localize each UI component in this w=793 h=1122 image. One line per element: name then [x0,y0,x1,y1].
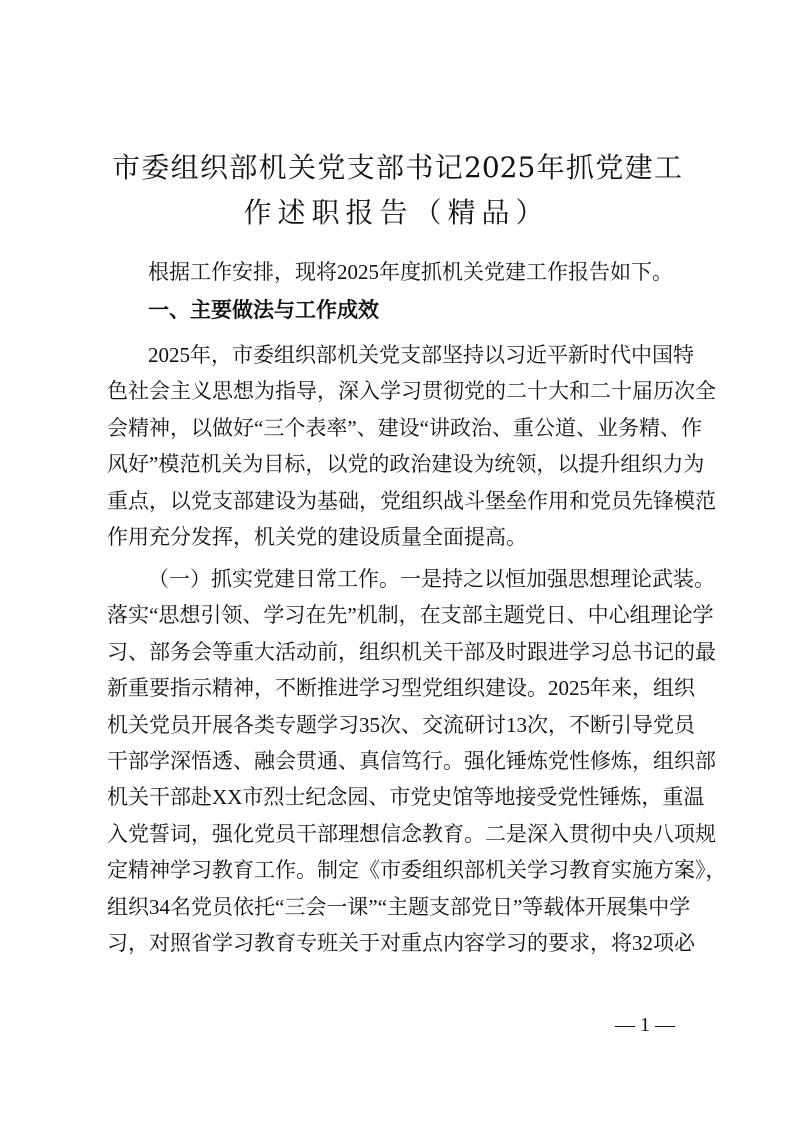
text-line: 2025年，市委组织部机关党支部坚持以习近平新时代中国特 [148,343,694,367]
text-line: 组织34名党员依托“三会一课”“主题支部党日”等载体开展集中学 [107,894,691,919]
text-line: 定精神学习教育工作。制定《市委组织部机关学习教育实施方案》， [107,858,727,883]
text-line: 风好”模范机关为目标，以党的政治建设为统领，以提升组织力为 [107,452,705,477]
text-line: 习、部务会等重大活动前，组织机关干部及时跟进学习总书记的最 [107,639,716,664]
text-line: 新重要指示精神，不断推进学习型党组织建设。2025年来，组织 [107,676,695,701]
text-line: 入党誓词，强化党员干部理想信念教育。二是深入贯彻中央八项规 [107,821,716,846]
text-line: 习，对照省学习教育专班关于对重点内容学习的要求，将32项必 [107,931,695,955]
section-heading: 一、主要做法与工作成效 [148,298,379,322]
text-line: 落实“思想引领、学习在先”机制，在支部主题党日、中心组理论学 [107,603,714,628]
text-line: 机关党员开展各类专题学习35次、交流研讨13次，不断引导党员 [107,712,695,737]
intro-paragraph: 根据工作安排，现将2025年度抓机关党建工作报告如下。 [148,260,673,284]
text-line: 色社会主义思想为指导，深入学习贯彻党的二十大和二十届历次全 [107,379,716,404]
text-line: 重点，以党支部建设为基础，党组织战斗堡垒作用和党员先锋模范 [107,488,716,513]
document-title-line-1: 市委组织部机关党支部书记2025年抓党建工 [112,151,682,184]
document-title-line-2: 作述职报告（精品） [243,196,550,229]
page-number: — 1 — [615,1014,675,1036]
text-line: 干部学深悟透、融会贯通、真信笃行。强化锤炼党性修炼，组织部 [107,749,716,773]
text-line: 机关干部赴XX市烈士纪念园、市党史馆等地接受党性锤炼，重温 [107,785,705,810]
text-line: 作用充分发挥，机关党的建设质量全面提高。 [107,525,527,549]
text-line: 会精神，以做好“三个表率”、建设“讲政治、重公道、业务精、作 [107,415,702,440]
text-line: （一）抓实党建日常工作。一是持之以恒加强思想理论武装。 [148,567,715,591]
